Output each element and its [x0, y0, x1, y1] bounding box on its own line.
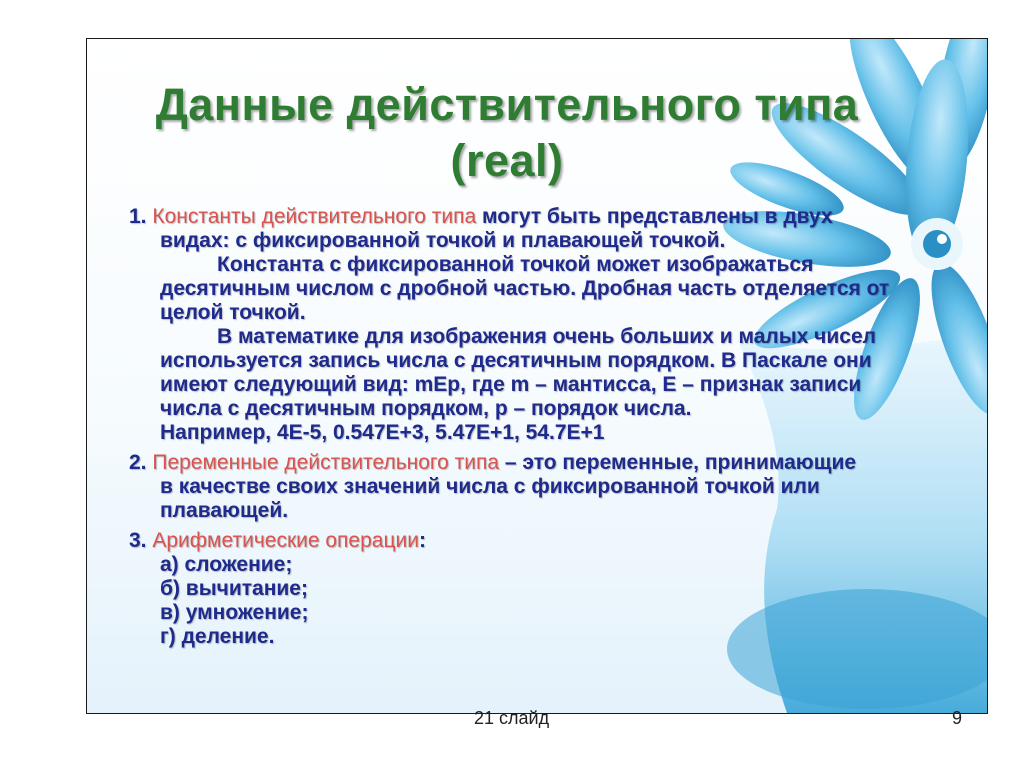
- item-term: Арифметические операции: [152, 529, 419, 552]
- list-item-2: [129, 451, 979, 475]
- item-line: в качестве своих значений числа с фиксированной точкой или: [160, 475, 820, 498]
- footer-slide-title: 21 слайд: [474, 708, 550, 728]
- item-line: Константа с фиксированной точкой может изображаться: [217, 253, 814, 276]
- list-item-1: [129, 205, 979, 229]
- item-line: используется запись числа с десятичным порядком. В Паскале они: [160, 349, 872, 372]
- item-line: б) вычитание;: [160, 577, 308, 600]
- item-term: Переменные действительного типа: [152, 451, 500, 474]
- item-text: – это переменные, принимающие: [504, 451, 857, 474]
- list-item-3: [129, 529, 979, 553]
- item-text: :: [418, 529, 426, 552]
- slide-title-line-2: (real): [450, 135, 564, 186]
- item-line: имеют следующий вид: mEp, где m – мантисса, E – признак записи: [160, 373, 862, 396]
- footer: [0, 708, 1024, 732]
- slide: [86, 38, 988, 714]
- item-line: числа с десятичным порядком, p – порядок числа.: [160, 397, 692, 420]
- item-line: Например, 4E-5, 0.547E+3, 5.47E+1, 54.7E+1: [160, 421, 605, 444]
- item-line: а) сложение;: [160, 553, 293, 576]
- item-line: целой точкой.: [160, 301, 306, 324]
- item-line: в) умножение;: [160, 601, 309, 624]
- slide-body: [129, 205, 979, 649]
- item-text: могут быть представлены в двух: [482, 205, 833, 228]
- item-term: Константы действительного типа: [152, 205, 477, 228]
- item-number: 1.: [129, 205, 147, 228]
- item-line: плавающей.: [160, 499, 289, 522]
- item-number: 2.: [129, 451, 147, 474]
- item-number: 3.: [129, 529, 147, 552]
- item-line: десятичным числом с дробной частью. Дробная часть отделяется от: [160, 277, 890, 300]
- item-line: г) деление.: [160, 625, 275, 648]
- item-line: видах: с фиксированной точкой и плавающей точкой.: [160, 229, 726, 252]
- page-number: 9: [952, 708, 963, 728]
- slide-title-line-1: Данные действительного типа: [155, 79, 859, 130]
- item-line: В математике для изображения очень больших и малых чисел: [217, 325, 876, 348]
